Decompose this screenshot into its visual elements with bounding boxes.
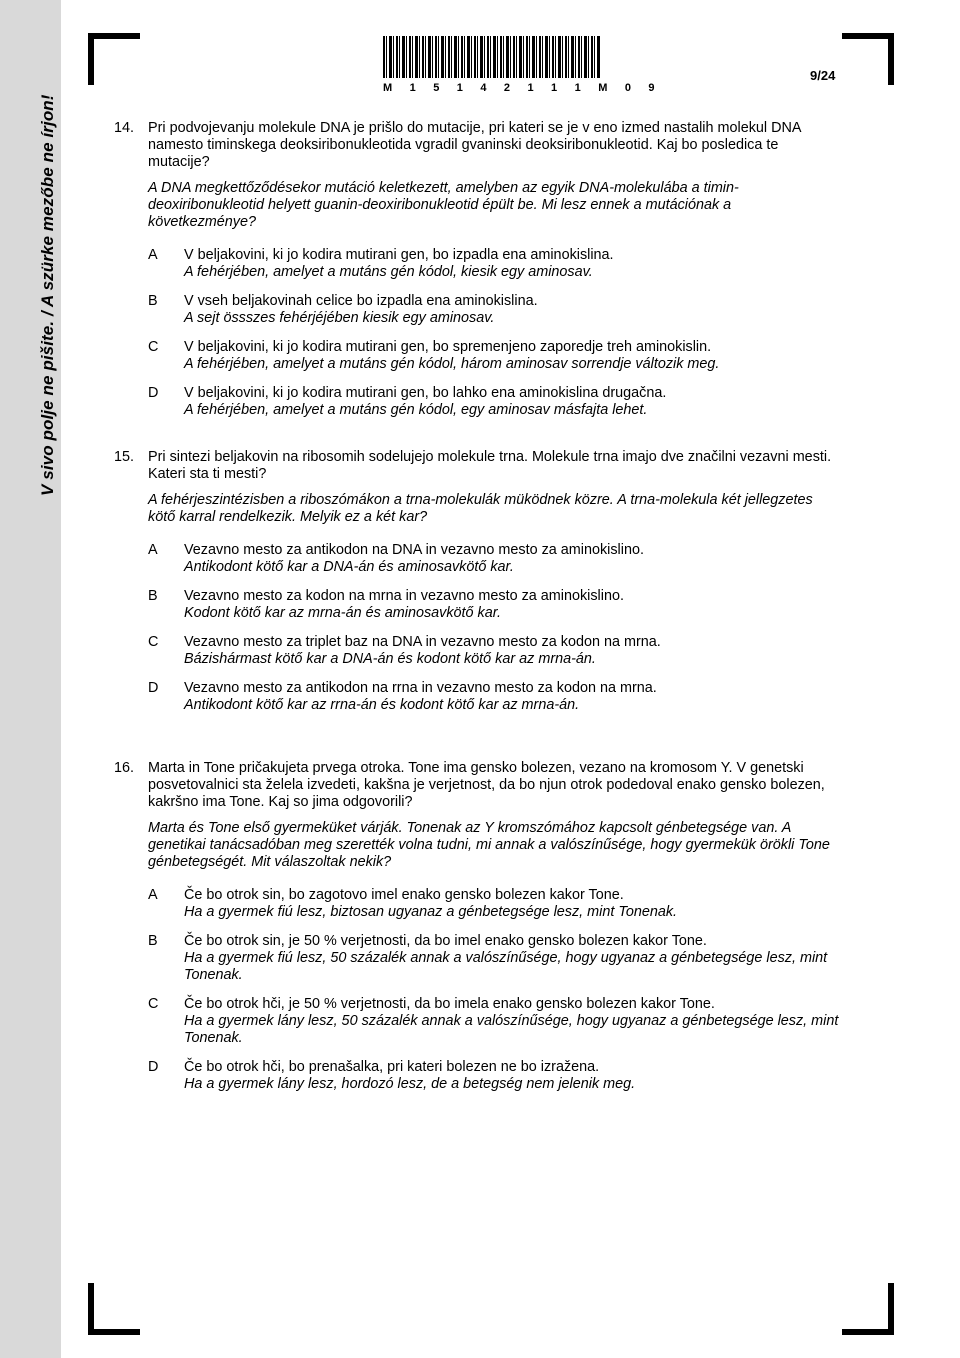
option-letter: C xyxy=(148,996,159,1012)
option-text-hu: Antikodont kötő kar a DNA-án és aminosavkötő kar. xyxy=(184,559,514,575)
corner-mark-bottom-right xyxy=(842,1283,894,1335)
answer-option-c[interactable] xyxy=(148,634,840,668)
option-text-sl: V beljakovini, ki jo kodira mutirani gen, bo izpadla ena aminokislina. xyxy=(184,247,614,263)
option-text-hu: Ha a gyermek lány lesz, hordozó lesz, de a betegség nem jelenik meg. xyxy=(184,1076,636,1092)
option-text-hu: A fehérjében, amelyet a mutáns gén kódol, három aminosav sorrendje változik meg. xyxy=(184,356,720,372)
option-text-hu: Ha a gyermek fiú lesz, biztosan ugyanaz a génbetegsége lesz, mint Tonenak. xyxy=(184,904,678,920)
option-letter: A xyxy=(148,542,158,558)
question-number: 15. xyxy=(114,449,135,465)
option-letter: B xyxy=(148,933,158,949)
option-text-sl: Če bo otrok hči, bo prenašalka, pri kateri bolezen ne bo izražena. xyxy=(184,1059,600,1075)
question-stem-hu: A fehérjeszintézisben a riboszómákon a trna-molekulák müködnek közre. A trna-molekula két jellegzetes kötő karral rendelkezik. Melyik ez a két kar? xyxy=(148,492,813,525)
answer-options xyxy=(148,887,840,1093)
barcode-code: M 1 5 1 4 2 1 1 1 M 0 9 xyxy=(383,82,662,94)
option-letter: D xyxy=(148,1059,159,1075)
page-number: 9/24 xyxy=(810,68,836,83)
option-letter: C xyxy=(148,634,159,650)
option-text-hu: Ha a gyermek fiú lesz, 50 százalék annak a valószínűsége, hogy ugyanaz a génbetegsége lesz, mint Tonenak. xyxy=(184,950,828,983)
question-stem-sl: Pri sintezi beljakovin na ribosomih sodelujejo molekule trna. Molekule trna imajo dve značilni vezavni mesti. Kateri sta ti mesti? xyxy=(148,449,832,482)
option-text-sl: Če bo otrok sin, bo zagotovo imel enako gensko bolezen kakor Tone. xyxy=(184,887,624,903)
answer-option-d[interactable] xyxy=(148,385,840,419)
sidebar-warning-text: V sivo polje ne pišite. / A szürke mezőbe ne írjon! xyxy=(38,94,57,496)
answer-option-b[interactable] xyxy=(148,293,840,327)
option-text-hu: Antikodont kötő kar az rrna-án és kodont kötő kar az mrna-án. xyxy=(184,697,580,713)
question-16 xyxy=(114,760,840,1093)
answer-option-d[interactable] xyxy=(148,1059,840,1093)
answer-option-d[interactable] xyxy=(148,680,840,714)
answer-options xyxy=(148,247,840,419)
option-letter: D xyxy=(148,680,159,696)
answer-option-a[interactable] xyxy=(148,542,840,576)
question-stem-sl: Marta in Tone pričakujeta prvega otroka. Tone ima gensko bolezen, vezano na kromosom Y. V genetski posvetovalnici sta želela izvedeti, kakšna je verjetnost, da bo njun otrok podedoval enako gensko bolezen, kakršno ima Tone. Kaj so jima odgovorili? xyxy=(148,760,825,810)
option-text-hu: Bázishármast kötő kar a DNA-án és kodont kötő kar az mrna-án. xyxy=(184,651,596,667)
option-letter: B xyxy=(148,293,158,309)
option-letter: A xyxy=(148,887,158,903)
option-letter: C xyxy=(148,339,159,355)
questions-content xyxy=(114,120,840,1093)
answer-option-c[interactable] xyxy=(148,339,840,373)
question-stem-hu: Marta és Tone első gyermeküket várják. Tonenak az Y kromszómához kapcsolt génbetegsége van. A genetikai tanácsadóban meg szerették volna tudni, mi annak a valószínűsége, hogy gyermekük örökli Tone génbetegségét. Mit válaszoltak nekik? xyxy=(148,820,830,870)
corner-mark-top-left xyxy=(88,33,140,85)
option-text-sl: V beljakovini, ki jo kodira mutirani gen, bo lahko ena aminokislina drugačna. xyxy=(184,385,667,401)
answer-option-b[interactable] xyxy=(148,588,840,622)
answer-option-c[interactable] xyxy=(148,996,840,1047)
question-number: 16. xyxy=(114,760,135,776)
option-text-sl: Če bo otrok sin, je 50 % verjetnosti, da bo imel enako gensko bolezen kakor Tone. xyxy=(184,933,707,949)
option-text-sl: Vezavno mesto za antikodon na rrna in vezavno mesto za kodon na mrna. xyxy=(184,680,657,696)
option-text-hu: A fehérjében, amelyet a mutáns gén kódol, egy aminosav másfajta lehet. xyxy=(184,402,648,418)
question-14 xyxy=(114,120,840,419)
option-text-sl: Vezavno mesto za antikodon na DNA in vezavno mesto za aminokislino. xyxy=(184,542,644,558)
option-text-sl: Vezavno mesto za triplet baz na DNA in vezavno mesto za kodon na mrna. xyxy=(184,634,661,650)
answer-option-a[interactable] xyxy=(148,887,840,921)
answer-options xyxy=(148,542,840,714)
corner-mark-bottom-left xyxy=(88,1283,140,1335)
question-15 xyxy=(114,449,840,714)
option-text-sl: V vseh beljakovinah celice bo izpadla ena aminokislina. xyxy=(184,293,538,309)
option-text-hu: Kodont kötő kar az mrna-án és aminosavkötő kar. xyxy=(184,605,502,621)
option-text-sl: V beljakovini, ki jo kodira mutirani gen, bo spremenjeno zaporedje treh aminokislin. xyxy=(184,339,712,355)
option-text-hu: A sejt össszes fehérjéjében kiesik egy aminosav. xyxy=(184,310,495,326)
question-stem-sl: Pri podvojevanju molekule DNA je prišlo do mutacije, pri kateri se je v eno izmed nastalih molekul DNA namesto timinskega deoksiribonukleotida vgradil gvaninski deoksiribonukleotid. Kaj bo posledica te mutacije? xyxy=(148,120,801,170)
option-text-sl: Vezavno mesto za kodon na mrna in vezavno mesto za aminokislino. xyxy=(184,588,624,604)
gray-margin-strip xyxy=(0,0,61,1358)
option-text-hu: A fehérjében, amelyet a mutáns gén kódol, kiesik egy aminosav. xyxy=(184,264,593,280)
barcode xyxy=(383,36,601,78)
corner-mark-top-right xyxy=(842,33,894,85)
answer-option-b[interactable] xyxy=(148,933,840,984)
option-text-hu: Ha a gyermek lány lesz, 50 százalék annak a valószínűsége, hogy ugyanaz a génbetegsége lesz, mint Tonenak. xyxy=(184,1013,839,1046)
question-stem-hu: A DNA megkettőződésekor mutáció keletkezett, amelyben az egyik DNA-molekulába a timin-deoxiribonukleotid helyett guanin-deoxiribonukleotid épült be. Mi lesz ennek a mutációnak a következménye? xyxy=(148,180,739,230)
option-text-sl: Če bo otrok hči, je 50 % verjetnosti, da bo imela enako gensko bolezen kakor Tone. xyxy=(184,996,715,1012)
option-letter: D xyxy=(148,385,159,401)
option-letter: A xyxy=(148,247,158,263)
question-number: 14. xyxy=(114,120,135,136)
answer-option-a[interactable] xyxy=(148,247,840,281)
option-letter: B xyxy=(148,588,158,604)
